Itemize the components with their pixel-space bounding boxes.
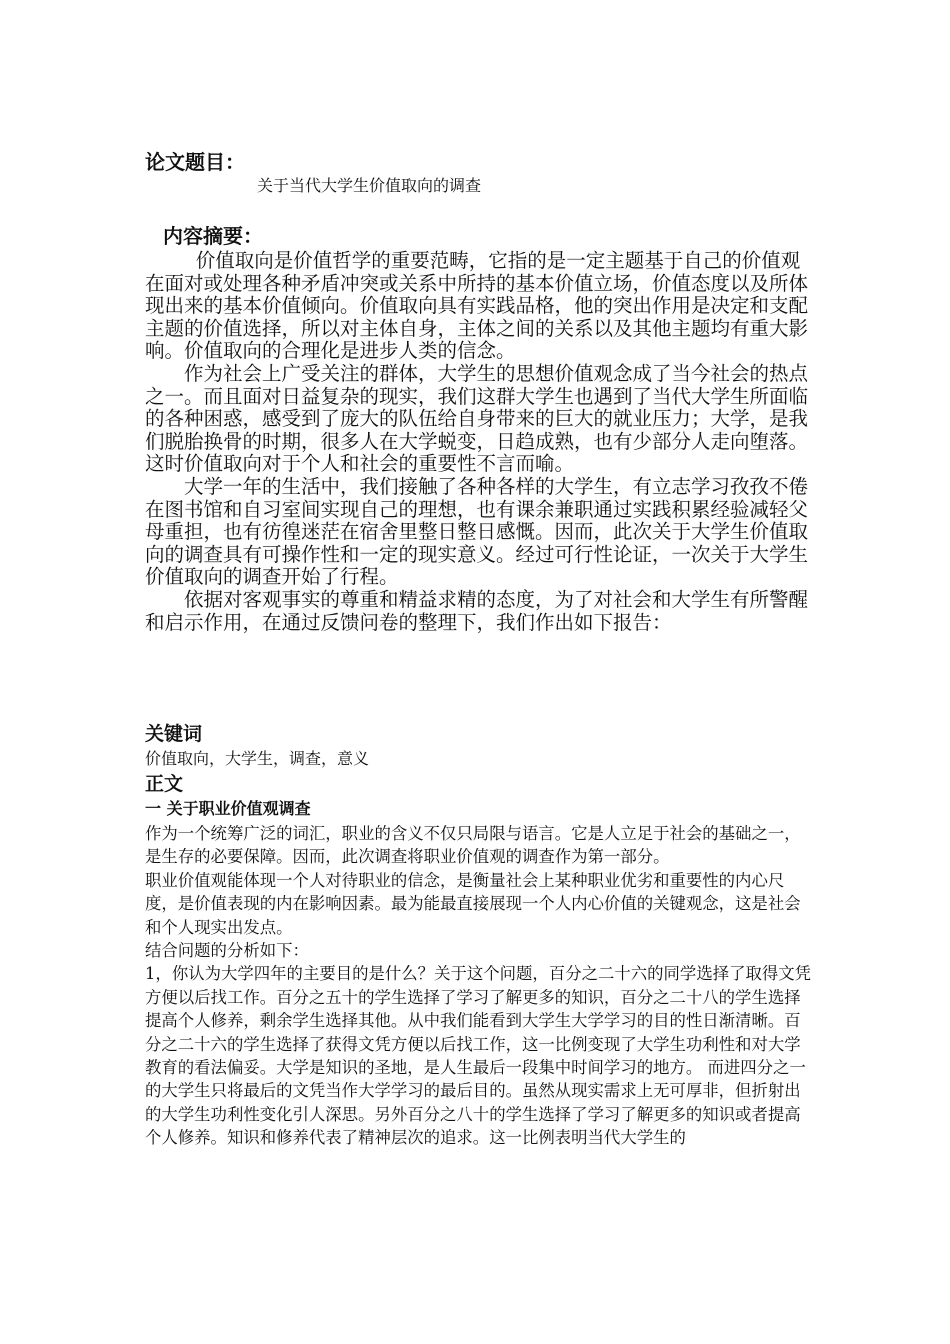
- abstract-paragraph: 依据对客观事实的尊重和精益求精的态度，为了对社会和大学生有所警醒和启示作用，在通过反馈问卷的整理下，我们作出如下报告：: [145, 587, 809, 634]
- section-heading: 一 关于职业价值观调查: [145, 799, 311, 818]
- abstract-label: 内容摘要：: [163, 224, 263, 248]
- body-section: [145, 822, 813, 1150]
- body-paragraph: 职业价值观能体现一个人对待职业的信念，是衡量社会上某种职业优劣和重要性的内心尺度，是价值表现的内在影响因素。最为能最直接展现一个人内心价值的关键观念，这是社会和个人现实出发点。: [145, 870, 801, 937]
- abstract-paragraph: 作为社会上广受关注的群体，大学生的思想价值观念成了当今社会的热点之一。而且面对日益复杂的现实，我们这群大学生也遇到了当代大学生所面临的各种困惑，感受到了庞大的队伍给自身带来的巨大的就业压力；大学，是我们脱胎换骨的时期，很多人在大学蜕变，日趋成熟，也有少部分人走向堕落。这时价值取向对于个人和社会的重要性不言而喻。: [145, 361, 809, 476]
- body-paragraph: 作为一个统筹广泛的词汇，职业的含义不仅只局限与语言。它是人立足于社会的基础之一，是生存的必要保障。因而，此次调查将职业价值观的调查作为第一部分。: [145, 824, 801, 867]
- body-paragraph: 1，你认为大学四年的主要目的是什么？关于这个问题，百分之二十六的同学选择了取得文凭方便以后找工作。百分之五十的学生选择了学习了解更多的知识，百分之二十八的学生选择提高个人修养，剩余学生选择其他。从中我们能看到大学生大学学习的目的性日渐清晰。百分之二十六的学生选择了获得文凭方便以后找工作，这一比例变现了大学生功利性和对大学教育的看法偏妥。大学是知识的圣地，是人生最后一段集中时间学习的地方。 而进四分之一的大学生只将最后的文凭当作大学学习的最后目的。虽然从现实需求上无可厚非，但折射出的大学生功利性变化引人深思。另外百分之八十的学生选择了学习了解更多的知识或者提高个人修养。知识和修养代表了精神层次的追求。这一比例表明当代大学生的: [145, 964, 812, 1148]
- abstract-paragraph: 大学一年的生活中，我们接触了各种各样的大学生，有立志学习孜孜不倦在图书馆和自习室间实现自己的理想，也有课余兼职通过实践积累经验减轻父母重担，也有彷徨迷茫在宿舍里整日整日感慨。因而，此次关于大学生价值取向的调查具有可操作性和一定的现实意义。经过可行性论证，一次关于大学生价值取向的调查开始了行程。: [145, 474, 809, 589]
- body-label: 正文: [145, 773, 184, 795]
- keywords-label: 关键词: [145, 723, 203, 745]
- keywords-text: 价值取向，大学生，调查，意义: [145, 749, 370, 768]
- body-paragraph: 结合问题的分析如下：: [145, 941, 309, 961]
- title-label: 论文题目：: [145, 150, 245, 174]
- abstract-paragraph: 价值取向是价值哲学的重要范畴，它指的是一定主题基于自己的价值观在面对或处理各种矛盾冲突或关系中所持的基本价值立场，价值态度以及所体现出来的基本价值倾向。价值取向具有实践品格，他的突出作用是决定和支配主题的价值选择，所以对主体自身，主体之间的关系以及其他主题均有重大影响。价值取向的合理化是进步人类的信念。: [145, 249, 809, 363]
- abstract-section: [145, 250, 815, 634]
- paper-title: 关于当代大学生价值取向的调查: [257, 176, 482, 195]
